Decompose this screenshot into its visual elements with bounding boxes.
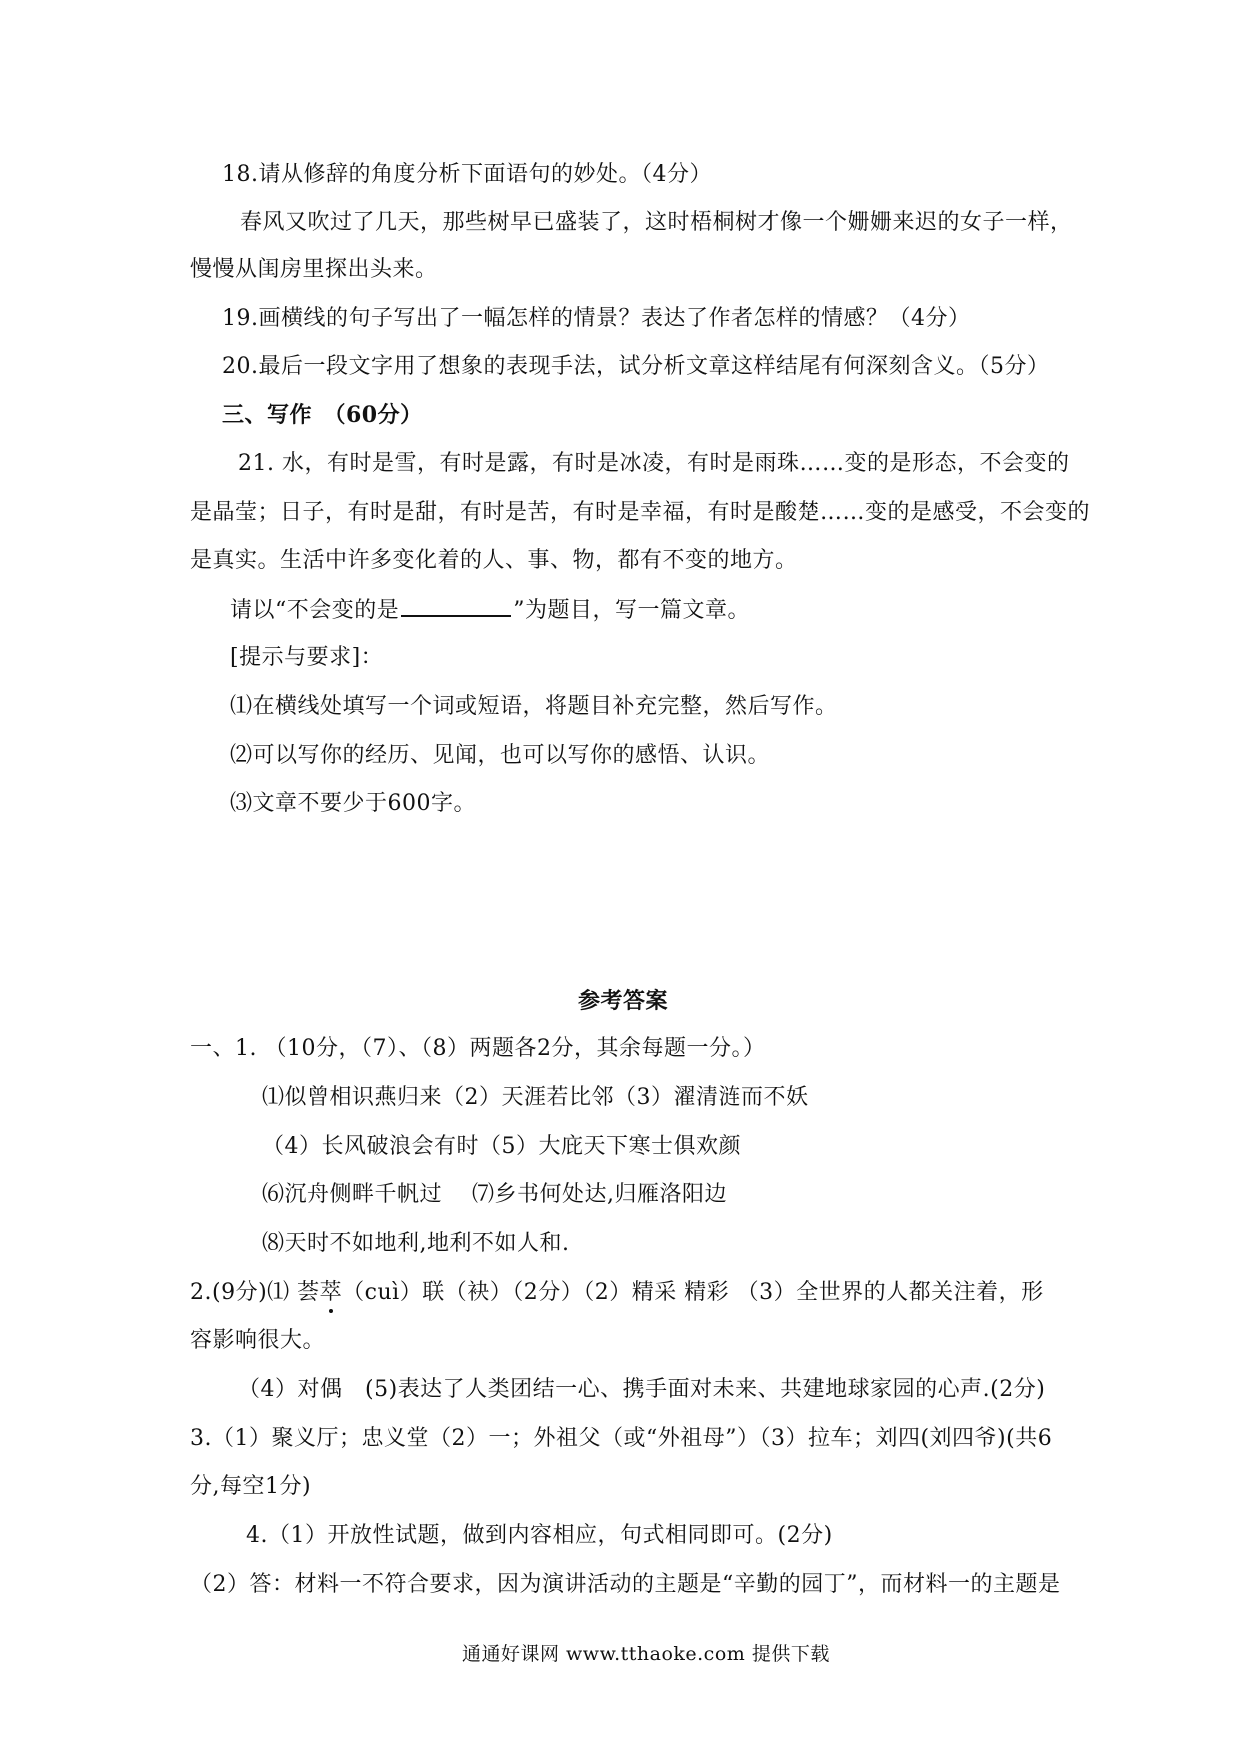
question-18: 18.请从修辞的角度分析下面语句的妙处。（4分）	[222, 162, 712, 187]
question-18-quote-line-2: 慢慢从闺房里探出头来。	[190, 257, 438, 282]
writing-paragraph-line-1: 21. 水，有时是雪，有时是露，有时是冰凌，有时是雨珠……变的是形态，不会变的	[238, 451, 1070, 476]
answer-2-line-2: 容影响很大。	[190, 1328, 326, 1353]
answer-1-header: 一、1. （10分，（7）、（8）两题各2分，其余每题一分。）	[190, 1036, 766, 1061]
title-fill-blank	[401, 595, 511, 617]
page-footer: 通通好课网 www.tthaoke.com 提供下载	[462, 1643, 830, 1665]
answer-2-emphasized-char: 萃	[319, 1280, 343, 1305]
tip-3: ⑶文章不要少于600字。	[230, 791, 476, 816]
answer-2-after: （cuì）联（袂）（2分）（2）精采 精彩 （3）全世界的人都关注着，形	[342, 1280, 1044, 1305]
question-18-quote-line-1: 春风又吹过了几天，那些树早已盛装了，这时梧桐树才像一个姗姗来迟的女子一样，	[240, 210, 1073, 235]
answer-3-line-1: 3.（1）聚义厅；忠义堂（2）一；外祖父（或“外祖母”）（3）拉车；刘四(刘四爷)(共6	[190, 1426, 1053, 1451]
writing-prompt-before: 请以“不会变的是	[230, 598, 400, 623]
answer-1-line-1: ⑴似曾相识燕归来（2）天涯若比邻（3）濯清涟而不妖	[262, 1085, 809, 1110]
answer-2-line-3: （4）对偶 (5)表达了人类团结一心、携手面对未来、共建地球家园的心声.(2分)	[238, 1377, 1046, 1402]
answer-3-line-2: 分,每空1分)	[190, 1474, 312, 1499]
writing-prompt-after: ”为题目，写一篇文章。	[513, 598, 750, 623]
writing-paragraph-line-2: 是晶莹；日子，有时是甜，有时是苦，有时是幸福，有时是酸楚……变的是感受，不会变的	[190, 500, 1091, 525]
answer-4-line-2: （2）答：材料一不符合要求，因为演讲活动的主题是“辛勤的园丁”，而材料一的主题是	[190, 1572, 1061, 1597]
tips-label: [提示与要求]：	[230, 645, 384, 670]
question-19: 19.画横线的句子写出了一幅怎样的情景？表达了作者怎样的情感？（4分）	[222, 306, 971, 331]
answer-1-line-3: ⑹沉舟侧畔千帆过 ⑺乡书何处达,归雁洛阳边	[262, 1182, 727, 1207]
writing-paragraph-line-3: 是真实。生活中许多变化着的人、事、物，都有不变的地方。	[190, 548, 798, 573]
answer-1-line-4: ⑻天时不如地利,地利不如人和.	[262, 1231, 570, 1256]
answer-2-before: 2.(9分)⑴ 荟	[190, 1280, 320, 1305]
answers-title: 参考答案	[578, 988, 669, 1014]
writing-section-heading: 三、写作 （60分）	[222, 402, 423, 428]
tip-2: ⑵可以写你的经历、见闻，也可以写你的感悟、认识。	[230, 743, 771, 768]
tip-1: ⑴在横线处填写一个词或短语，将题目补充完整，然后写作。	[230, 694, 838, 719]
answer-4-line-1: 4.（1）开放性试题，做到内容相应，句式相同即可。(2分)	[246, 1523, 833, 1548]
question-20: 20.最后一段文字用了想象的表现手法，试分析文章这样结尾有何深刻含义。（5分）	[222, 354, 1050, 379]
answer-2-line-1	[190, 1278, 1044, 1308]
answer-1-line-2: （4）长风破浪会有时（5）大庇天下寒士俱欢颜	[262, 1134, 741, 1159]
writing-prompt	[230, 595, 750, 626]
